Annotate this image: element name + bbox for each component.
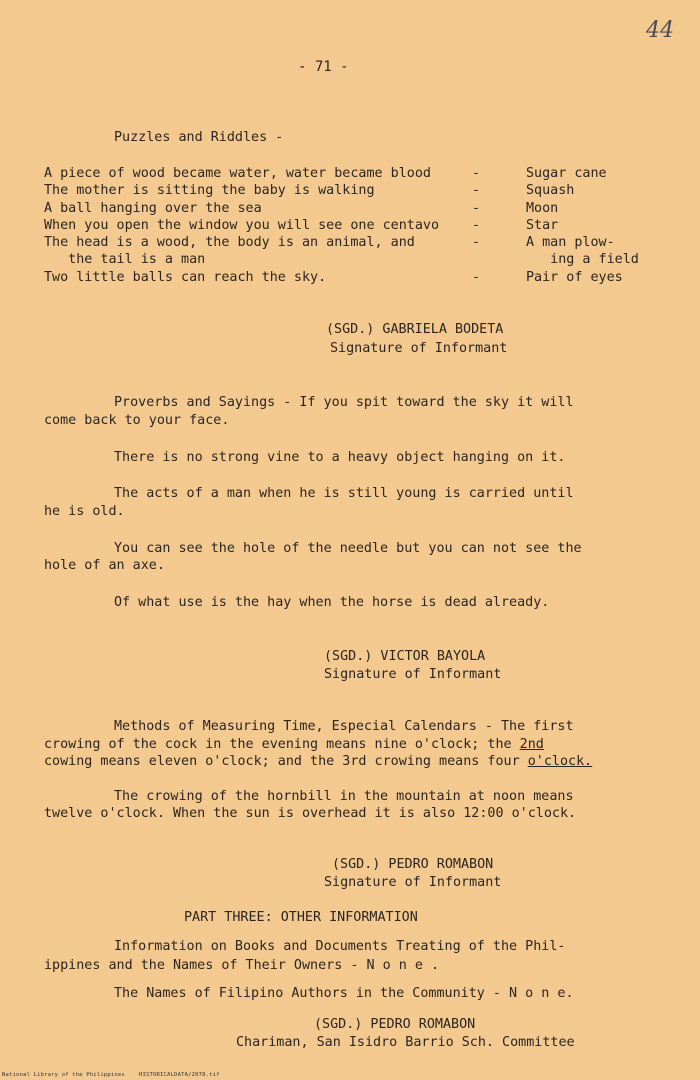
footer-stamp: National Library of the Philippines HISTORICALDATA/2078.tif: [2, 1072, 220, 1078]
proverb: The acts of a man when he is still young is carried until: [114, 486, 574, 501]
puzzles-heading: Puzzles and Riddles -: [114, 130, 284, 145]
riddle-dash: -: [472, 183, 481, 198]
riddle-dash: -: [472, 218, 481, 233]
time-line: twelve o'clock. When the sun is overhead it is also 12:00 o'clock.: [44, 806, 577, 821]
riddle-dash: -: [472, 166, 481, 181]
proverbs-line: come back to your face.: [44, 413, 230, 428]
riddle-dash: -: [472, 201, 481, 216]
signature-name: (SGD.) PEDRO ROMABON: [314, 1017, 476, 1032]
time-line: [44, 754, 592, 769]
riddle-question: A piece of wood became water, water became blood: [44, 166, 431, 181]
proverb: You can see the hole of the needle but you can not see the: [114, 541, 582, 556]
riddle-question: The mother is sitting the baby is walking: [44, 183, 375, 198]
proverb: hole of an axe.: [44, 558, 165, 573]
signature-name: (SGD.) GABRIELA BODETA: [326, 322, 504, 337]
riddle-answer: Star: [526, 218, 559, 233]
signature-name: (SGD.) VICTOR BAYOLA: [324, 649, 486, 664]
time-text: cowing means eleven o'clock; and the 3rd crowing means four: [44, 754, 528, 769]
proverb: he is old.: [44, 504, 125, 519]
riddle-question: the tail is a man: [44, 252, 206, 267]
riddle-dash: -: [472, 270, 481, 285]
riddle-answer: ing a field: [526, 252, 639, 267]
handwritten-page-number: 44: [646, 18, 674, 43]
time-text-underlined: o'clock.: [527, 754, 593, 769]
riddle-dash: -: [472, 235, 481, 250]
part-three-text: The Names of Filipino Authors in the Community - N o n e.: [114, 986, 574, 1001]
part-three-text: ippines and the Names of Their Owners - N o n e .: [44, 958, 440, 973]
signature-caption: Signature of Informant: [324, 875, 502, 890]
proverb: There is no strong vine to a heavy object hanging on it.: [114, 450, 566, 465]
riddle-question: Two little balls can reach the sky.: [44, 270, 327, 285]
riddle-question: When you open the window you will see one centavo: [44, 218, 440, 233]
time-text-underlined: 2nd: [519, 737, 544, 752]
signature-caption: Signature of Informant: [330, 341, 508, 356]
riddle-answer: Squash: [526, 183, 575, 198]
riddle-answer: Sugar cane: [526, 166, 607, 181]
riddle-answer: Pair of eyes: [526, 270, 623, 285]
riddle-question: The head is a wood, the body is an animal, and: [44, 235, 415, 250]
signature-caption: Chariman, San Isidro Barrio Sch. Committee: [236, 1035, 575, 1050]
signature-caption: Signature of Informant: [324, 667, 502, 682]
time-line: [44, 737, 544, 752]
time-line: The crowing of the hornbill in the mountain at noon means: [114, 789, 574, 804]
part-three-heading: PART THREE: OTHER INFORMATION: [184, 910, 418, 925]
proverb: Of what use is the hay when the horse is dead already.: [114, 595, 550, 610]
time-text: crowing of the cock in the evening means nine o'clock; the: [44, 737, 520, 752]
signature-name: (SGD.) PEDRO ROMABON: [332, 857, 494, 872]
proverbs-line: Proverbs and Sayings - If you spit toward the sky it will: [114, 395, 574, 410]
riddle-question: A ball hanging over the sea: [44, 201, 262, 216]
page-number: - 71 -: [298, 59, 349, 75]
part-three-text: Information on Books and Documents Treating of the Phil-: [114, 939, 566, 954]
riddle-answer: Moon: [526, 201, 559, 216]
riddle-answer: A man plow-: [526, 235, 615, 250]
time-line: Methods of Measuring Time, Especial Calendars - The first: [114, 719, 574, 734]
